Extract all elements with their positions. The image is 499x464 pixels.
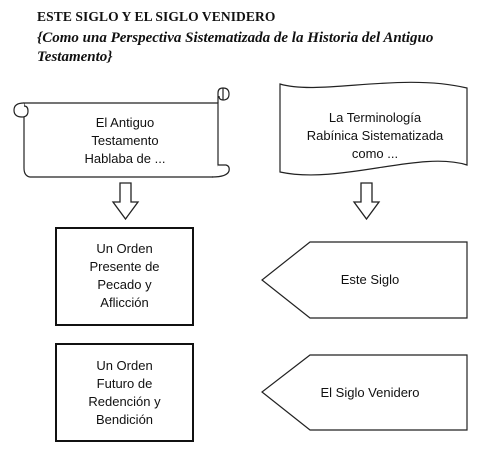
subtitle-line-2: Testamento} [37, 49, 113, 65]
present-order-line-2: Presente de [89, 259, 160, 274]
this-age-label [300, 271, 440, 289]
down-arrow-right [354, 183, 379, 219]
present-order-line-4: Aflicción [100, 295, 149, 310]
future-order-line-3: Redención y [88, 394, 161, 409]
subtitle-line-1: {Como una Perspectiva Sistematizada de la Historia del Antiguo [37, 30, 434, 46]
age-to-come-label [290, 384, 450, 402]
scroll-label-line-3: Hablaba de ... [84, 151, 166, 166]
banner-label-line-1: La Terminología [328, 110, 422, 125]
this-age-text: Este Siglo [340, 272, 400, 287]
diagram-title: ESTE SIGLO Y EL SIGLO VENIDERO [37, 9, 276, 24]
scroll-label-line-2: Testamento [91, 133, 159, 148]
scroll-label [40, 114, 210, 168]
scroll-label-line-1: El Antiguo [95, 115, 155, 130]
age-to-come-text: El Siglo Venidero [320, 385, 420, 400]
down-arrow-left [113, 183, 138, 219]
banner-label-line-3: como ... [351, 146, 399, 161]
future-order-label [56, 357, 193, 429]
present-order-label [56, 240, 193, 312]
present-order-line-1: Un Orden [96, 241, 153, 256]
banner-label-line-2: Rabínica Sistematizada [306, 128, 444, 143]
future-order-line-2: Futuro de [96, 376, 153, 391]
banner-label [285, 109, 465, 163]
future-order-line-4: Bendición [95, 412, 154, 427]
future-order-line-1: Un Orden [96, 358, 153, 373]
present-order-line-3: Pecado y [97, 277, 152, 292]
